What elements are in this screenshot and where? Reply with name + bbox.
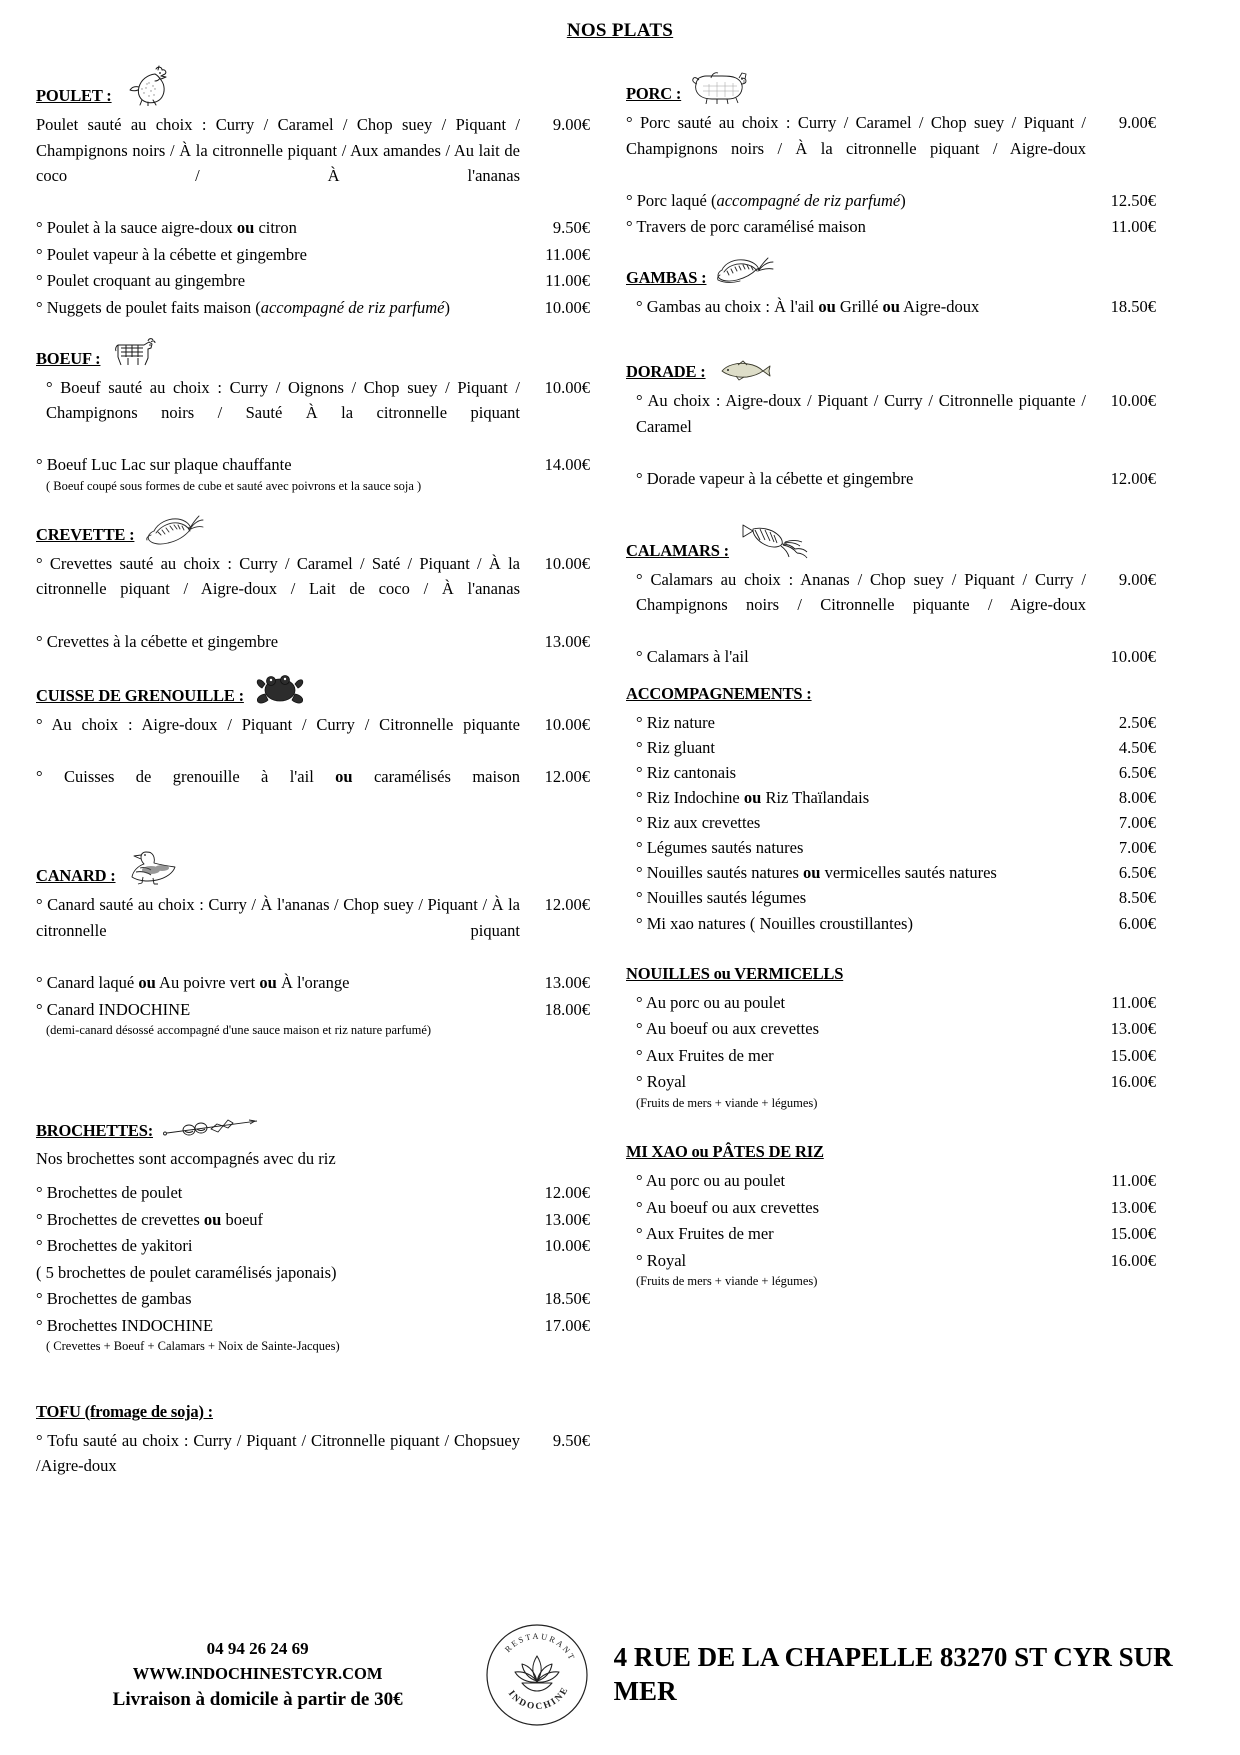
menu-item [626, 860, 1156, 885]
item-label: ° Nouilles sautés légumes [636, 888, 807, 908]
item-price: 8.50€ [1118, 888, 1156, 908]
item-label: ° Canard sauté au choix : Curry / À l'ananas / Chop suey / Piquant / À la citronnelle piquant [36, 895, 520, 940]
footer-address: 4 RUE DE LA CHAPELLE 83270 ST CYR SUR MER [613, 1642, 1173, 1706]
item-label: ° Riz aux crevettes [636, 813, 761, 833]
section-heading-mi-xao-ou-pates-de-riz [626, 1142, 1156, 1162]
section-items [626, 710, 1156, 936]
item-price: 13.00€ [544, 1209, 590, 1229]
item-price: 18.50€ [544, 1289, 590, 1309]
item-price: 9.00€ [1118, 113, 1156, 132]
item-label: ° Au porc ou au poulet [636, 1170, 786, 1190]
menu-item [36, 764, 590, 815]
menu-column-right [596, 50, 1156, 1292]
item-label: ° Royal [636, 1072, 687, 1092]
item-price: 10.00€ [544, 553, 590, 573]
item-price: 13.00€ [1110, 1019, 1156, 1039]
item-price: 2.50€ [1118, 712, 1156, 732]
item-price: 13.00€ [544, 631, 590, 651]
item-price: 7.00€ [1118, 838, 1156, 858]
menu-item [36, 1286, 590, 1312]
item-label: ° Nouilles sautés natures ou vermicelles sautés natures [636, 863, 997, 883]
item-label: ° Brochettes de yakitori [36, 1236, 193, 1256]
menu-item [36, 1180, 590, 1206]
item-label: ° Cuisses de grenouille à l'ail ou caramélisés maison [36, 767, 520, 787]
svg-text:RESTAURANT: RESTAURANT [503, 1631, 578, 1663]
item-label: ° Porc sauté au choix : Curry / Caramel / Chop suey / Piquant / Champignons noirs / À la citronnelle piquant / Aigre-doux [626, 113, 1086, 158]
menu-item [626, 214, 1156, 240]
menu-item [36, 1313, 590, 1339]
menu-item [626, 785, 1156, 810]
item-label: ° Royal [636, 1250, 687, 1270]
section-heading-label: NOUILLES ou VERMICELLS [626, 963, 844, 983]
item-label: ° Gambas au choix : À l'ail ou Grillé ou Aigre-doux [636, 296, 980, 316]
section-heading-label: BROCHETTES: [36, 1121, 153, 1141]
item-price: 10.00€ [544, 1236, 590, 1256]
section-heading-gambas [626, 254, 1156, 288]
menu-item [36, 1233, 590, 1259]
menu-item [36, 970, 590, 996]
item-price: 9.00€ [1118, 569, 1156, 589]
item-price: 6.50€ [1118, 763, 1156, 783]
menu-item [626, 735, 1156, 760]
section-heading-label: CREVETTE : [36, 524, 135, 544]
item-price: 6.00€ [1118, 913, 1156, 933]
item-price: 11.00€ [545, 244, 590, 264]
item-label: ° Riz gluant [636, 737, 716, 757]
menu-item [626, 644, 1156, 670]
menu-item [626, 990, 1156, 1016]
menu-item [626, 110, 1156, 187]
item-price: 16.00€ [1110, 1250, 1156, 1270]
item-label: ° Riz cantonais [636, 763, 737, 783]
page-title: NOS PLATS [566, 20, 674, 41]
section-note: (demi-canard désossé accompagné d'une sauce maison et riz nature parfumé) [46, 1023, 432, 1038]
item-price: 14.00€ [544, 455, 590, 475]
item-label: ° Poulet vapeur à la cébette et gingembre [36, 244, 307, 264]
section-heading-dorade [626, 348, 1156, 382]
cow-illustration [110, 335, 158, 369]
menu-item [626, 911, 1156, 936]
menu-item [626, 388, 1156, 465]
svg-text:INDOCHINE: INDOCHINE [506, 1684, 572, 1713]
menu-item [626, 1069, 1156, 1095]
item-price: 9.50€ [552, 1430, 590, 1450]
menu-item [36, 215, 590, 241]
footer-delivery-note: Livraison à domicile à partir de 30€ [112, 1688, 403, 1710]
section-items [36, 112, 590, 321]
item-price: 10.00€ [1110, 391, 1156, 411]
menu-item [626, 188, 1156, 214]
item-label: ° Calamars au choix : Ananas / Chop suey / Piquant / Curry / Champignons noirs / Citronnelle piquante / Aigre-doux [636, 569, 1086, 615]
menu-item [626, 567, 1156, 644]
section-heading-canard [36, 844, 590, 886]
layout-spacer [626, 936, 1156, 950]
menu-item [626, 1043, 1156, 1069]
menu-item [36, 712, 590, 763]
section-items [626, 567, 1156, 670]
item-label: ° Calamars à l'ail [636, 647, 749, 667]
menu-item [36, 112, 590, 214]
menu-item [36, 1428, 590, 1505]
item-label: ° Boeuf Luc Lac sur plaque chauffante [36, 455, 292, 475]
footer-phone: 04 94 26 24 69 [206, 1638, 309, 1658]
section-heading-label: TOFU (fromage de soja) : [36, 1401, 213, 1421]
section-heading-label: PORC : [626, 84, 682, 103]
menu-item [36, 997, 590, 1023]
section-heading-label: CUISSE DE GRENOUILLE : [36, 686, 244, 706]
item-price: 12.00€ [1110, 469, 1156, 489]
page-footer [0, 1623, 1240, 1727]
item-label: ° Riz Indochine ou Riz Thaïlandais [636, 788, 870, 808]
section-items [626, 990, 1156, 1095]
item-label: ° Riz nature [636, 712, 715, 732]
menu-item [36, 629, 590, 655]
item-price: 12.00€ [544, 1183, 590, 1203]
menu-item [626, 760, 1156, 785]
item-price: 11.00€ [1111, 992, 1156, 1012]
item-label: ° Au boeuf ou aux crevettes [636, 1197, 819, 1217]
item-label: ° Crevettes à la cébette et gingembre [36, 631, 279, 651]
item-label: ° Porc laqué (accompagné de riz parfumé) [626, 190, 906, 210]
chicken-illustration [122, 64, 174, 106]
menu-item [36, 452, 590, 478]
item-price: 11.00€ [1111, 217, 1156, 237]
footer-website[interactable]: WWW.INDOCHINESTCYR.COM [132, 1663, 383, 1683]
menu-item [626, 1248, 1156, 1274]
item-label: ° Canard laqué ou Au poivre vert ou À l'orange [36, 973, 350, 993]
item-price: 15.00€ [1110, 1224, 1156, 1244]
section-items [626, 388, 1156, 491]
section-heading-boeuf [36, 335, 590, 369]
item-label: ° Tofu sauté au choix : Curry / Piquant / Citronnelle piquant / Chopsuey /Aigre-doux [36, 1430, 520, 1476]
menu-item [36, 295, 590, 321]
item-label: ° Aux Fruites de mer [636, 1045, 774, 1065]
section-note: (Fruits de mers + viande + légumes) [636, 1274, 818, 1289]
section-heading-calamars [626, 521, 1156, 561]
item-price: 12.00€ [544, 767, 590, 787]
footer-contact [30, 1637, 485, 1713]
item-price: 10.00€ [544, 715, 590, 735]
section-note: ( Boeuf coupé sous formes de cube et sauté avec poivrons et la sauce soja ) [46, 478, 422, 493]
item-price: 7.00€ [1118, 813, 1156, 833]
section-heading-cuisse-de-grenouille [36, 668, 590, 706]
section-items [36, 892, 590, 1022]
section-note: (Fruits de mers + viande + légumes) [636, 1095, 818, 1110]
section-items [626, 110, 1156, 240]
menu-item [36, 551, 590, 628]
item-label: ° Poulet croquant au gingembre [36, 271, 246, 291]
shrimp-illustration [144, 509, 204, 545]
menu-item [36, 1207, 590, 1233]
fish-illustration [716, 358, 772, 382]
section-heading-crevette [36, 509, 590, 545]
section-heading-brochettes [36, 1107, 590, 1141]
menu-item [626, 1195, 1156, 1221]
item-price: 13.00€ [1110, 1197, 1156, 1217]
item-price: 11.00€ [545, 271, 590, 291]
layout-spacer [626, 1114, 1156, 1128]
section-note: ( Crevettes + Boeuf + Calamars + Noix de Sainte-Jacques) [46, 1339, 340, 1354]
section-subtitle: Nos brochettes sont accompagnés avec du riz [36, 1149, 336, 1169]
section-heading-label: POULET : [36, 86, 112, 105]
item-price: 10.00€ [1110, 647, 1156, 667]
item-label: ° Brochettes de poulet [36, 1183, 183, 1203]
lotus-flower-icon [485, 1623, 589, 1727]
section-heading-nouilles-ou-vermicells [626, 964, 1156, 984]
menu-item [36, 268, 590, 294]
skewer-illustration [163, 1115, 259, 1141]
item-price: 9.00€ [552, 115, 590, 134]
layout-spacer [626, 320, 1156, 334]
duck-illustration [126, 844, 180, 886]
item-label: ° Dorade vapeur à la cébette et gingembre [636, 469, 914, 489]
section-heading-label: BOEUF : [36, 348, 101, 368]
item-label: ° Légumes sautés natures [636, 838, 804, 858]
menu-item [626, 710, 1156, 735]
layout-spacer [36, 1041, 590, 1093]
layout-spacer [626, 493, 1156, 507]
menu-item [36, 1260, 590, 1286]
item-label: ° Aux Fruites de mer [636, 1224, 774, 1244]
menu-item [36, 375, 590, 452]
section-heading-tofu-fromage-de-soja [36, 1402, 590, 1422]
section-heading-label: CANARD : [36, 866, 116, 886]
menu-item [626, 810, 1156, 835]
menu-item [36, 242, 590, 268]
item-label: ° Au choix : Aigre-doux / Piquant / Curry / Citronnelle piquante [36, 715, 520, 735]
item-label: Poulet sauté au choix : Curry / Caramel / Chop suey / Piquant / Champignons noirs / À la citronnelle piquant / Aux amandes / Au lait de coco / À l'ananas [36, 115, 520, 186]
item-label: ° Brochettes de crevettes ou boeuf [36, 1209, 264, 1229]
section-heading-label: GAMBAS : [626, 267, 707, 287]
section-items [36, 1428, 590, 1505]
item-price: 17.00€ [544, 1315, 590, 1335]
item-price: 18.00€ [544, 999, 590, 1019]
item-price: 4.50€ [1118, 737, 1156, 757]
pig-illustration [691, 64, 749, 104]
section-heading-accompagnements [626, 684, 1156, 704]
section-heading-poulet [36, 64, 590, 106]
item-label: ° Mi xao natures ( Nouilles croustillantes) [636, 913, 913, 933]
item-price: 10.00€ [544, 297, 590, 317]
section-items [36, 712, 590, 815]
item-price: 12.00€ [544, 895, 590, 915]
section-heading-label: DORADE : [626, 362, 706, 382]
prawn-illustration [716, 254, 774, 288]
menu-item [36, 892, 590, 969]
item-label: ° Poulet à la sauce aigre-doux ou citron [36, 218, 297, 238]
menu-column-left [36, 50, 596, 1505]
item-price: 6.50€ [1118, 863, 1156, 883]
item-label: ° Au boeuf ou aux crevettes [636, 1019, 819, 1039]
item-label: ° Boeuf sauté au choix : Curry / Oignons / Chop suey / Piquant / Champignons noirs / Sauté À la citronnelle piquant [46, 377, 520, 423]
section-items [36, 551, 590, 654]
menu-item [626, 1168, 1156, 1194]
squid-illustration [739, 521, 817, 561]
layout-spacer [36, 816, 590, 830]
item-price: 18.50€ [1110, 296, 1156, 316]
item-label: ° Canard INDOCHINE [36, 999, 191, 1019]
section-heading-label: MI XAO ou PÂTES DE RIZ [626, 1141, 824, 1161]
item-price: 9.50€ [552, 218, 590, 238]
menu-item [626, 466, 1156, 492]
section-items [626, 294, 1156, 320]
item-price: 10.00€ [544, 377, 590, 397]
layout-spacer [36, 1358, 590, 1388]
menu-columns [0, 42, 1240, 1505]
item-price: 12.50€ [1110, 190, 1156, 210]
item-price: 15.00€ [1110, 1045, 1156, 1065]
section-heading-porc [626, 64, 1156, 104]
section-items [36, 1180, 590, 1338]
item-price: 13.00€ [544, 973, 590, 993]
item-label: ° Au porc ou au poulet [636, 992, 786, 1012]
section-items [36, 375, 590, 478]
menu-item [626, 885, 1156, 910]
item-price: 8.00€ [1118, 788, 1156, 808]
item-label: ( 5 brochettes de poulet caramélisés japonais) [36, 1262, 337, 1282]
menu-item [626, 1016, 1156, 1042]
menu-item [626, 294, 1156, 320]
item-label: ° Travers de porc caramélisé maison [626, 217, 866, 237]
section-items [626, 1168, 1156, 1273]
frog-illustration [254, 668, 306, 706]
item-label: ° Brochettes INDOCHINE [36, 1315, 214, 1335]
item-label: ° Crevettes sauté au choix : Curry / Caramel / Saté / Piquant / À la citronnelle piquant / Aigre-doux / Lait de coco / À l'ananas [36, 553, 520, 599]
menu-item [626, 1221, 1156, 1247]
restaurant-logo [485, 1623, 589, 1727]
menu-item [626, 835, 1156, 860]
item-label: ° Nuggets de poulet faits maison (accompagné de riz parfumé) [36, 297, 450, 317]
section-heading-label: ACCOMPAGNEMENTS : [626, 683, 812, 703]
item-label: ° Au choix : Aigre-doux / Piquant / Curry / Citronnelle piquante / Caramel [636, 391, 1086, 436]
item-price: 11.00€ [1111, 1170, 1156, 1190]
section-heading-label: CALAMARS : [626, 540, 729, 560]
item-price: 16.00€ [1110, 1072, 1156, 1092]
item-label: ° Brochettes de gambas [36, 1289, 192, 1309]
